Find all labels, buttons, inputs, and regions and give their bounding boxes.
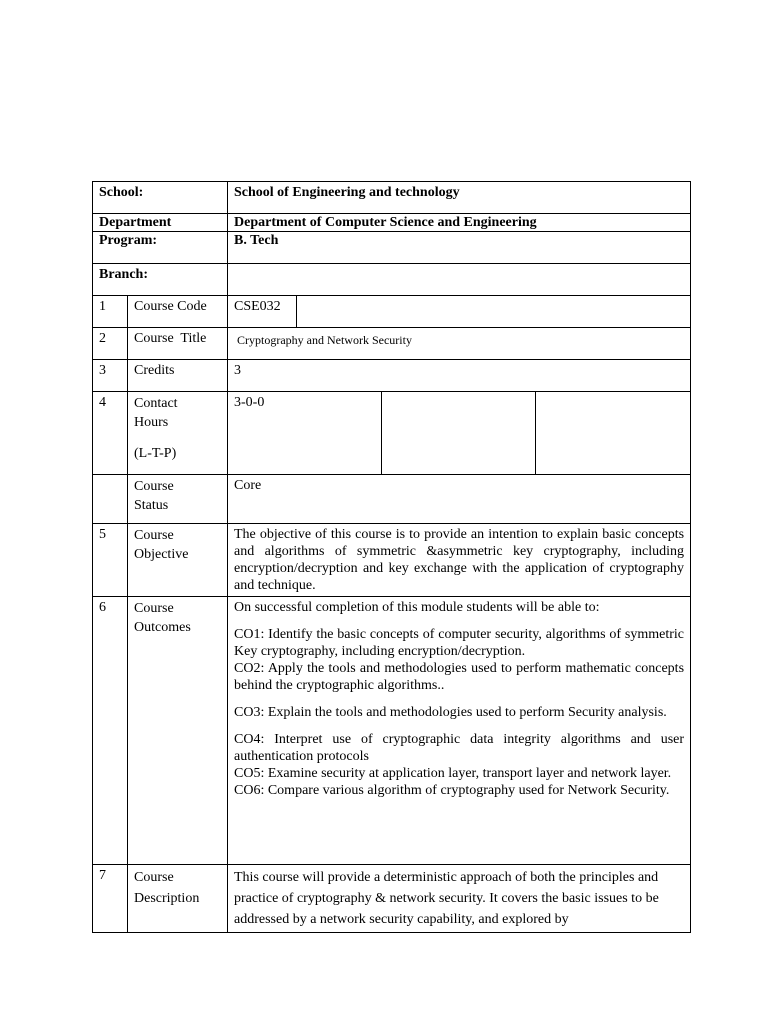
credits-row [93, 360, 691, 392]
course-status-label [128, 475, 228, 524]
course-status-value: Core [228, 475, 691, 524]
contact-hours-label-line1: Contact [134, 396, 178, 411]
outcome-co4: CO4: Interpret use of cryptographic data integrity algorithms and user authentication protocols [234, 732, 685, 764]
contact-hours-empty-1 [382, 392, 536, 475]
department-row [93, 214, 691, 232]
course-description-label-line1: Course [134, 870, 174, 885]
program-label: Program: [93, 232, 228, 264]
row-number: 1 [93, 296, 128, 328]
department-label: Department [93, 214, 228, 232]
course-objective-label [128, 524, 228, 597]
course-status-row [93, 475, 691, 524]
course-objective-label-line2: Objective [134, 547, 189, 562]
outcome-co3: CO3: Explain the tools and methodologies used to perform Security analysis. [234, 705, 667, 720]
course-title-row [93, 328, 691, 360]
branch-value [228, 264, 691, 296]
contact-hours-row [93, 392, 691, 475]
contact-hours-value: 3-0-0 [228, 392, 382, 475]
outcome-co2: CO2: Apply the tools and methodologies used to perform mathematic concepts behind the cryptographic algorithms.. [234, 661, 685, 693]
row-number: 5 [93, 524, 128, 597]
outcome-co5: CO5: Examine security at application layer, transport layer and network layer. [234, 766, 672, 781]
course-outcomes-label-line1: Course [134, 601, 174, 616]
course-title-label: Course Title [128, 328, 228, 360]
department-value: Department of Computer Science and Engineering [228, 214, 691, 232]
course-outcomes-label [128, 597, 228, 865]
credits-value: 3 [228, 360, 691, 392]
credits-label: Credits [128, 360, 228, 392]
course-title-value: Cryptography and Network Security [228, 328, 691, 360]
school-value: School of Engineering and technology [228, 182, 691, 214]
row-number: 6 [93, 597, 128, 865]
program-value: B. Tech [228, 232, 691, 264]
school-row [93, 182, 691, 214]
course-objective-label-line1: Course [134, 528, 174, 543]
course-code-row [93, 296, 691, 328]
branch-label: Branch: [93, 264, 228, 296]
row-number: 3 [93, 360, 128, 392]
row-number: 7 [93, 865, 128, 933]
row-number: 2 [93, 328, 128, 360]
row-number [93, 475, 128, 524]
outcomes-intro: On successful completion of this module students will be able to: [234, 600, 600, 615]
contact-hours-label-line2: Hours [134, 415, 169, 430]
course-outcomes-value [228, 597, 691, 865]
course-objective-row [93, 524, 691, 597]
course-status-label-line1: Course [134, 479, 174, 494]
course-code-label: Course Code [128, 296, 228, 328]
branch-row [93, 264, 691, 296]
contact-hours-label-line3: (L-T-P) [134, 446, 177, 461]
course-status-label-line2: Status [134, 498, 169, 513]
course-outcomes-row [93, 597, 691, 865]
course-code-value: CSE032 [228, 296, 297, 328]
course-code-empty [297, 296, 691, 328]
outcome-co1: CO1: Identify the basic concepts of computer security, algorithms of symmetric Key cryptography, including encryption/decryption. [234, 627, 685, 659]
contact-hours-empty-2 [536, 392, 691, 475]
course-outcomes-label-line2: Outcomes [134, 620, 191, 635]
course-description-label-line2: Description [134, 891, 200, 906]
program-row [93, 232, 691, 264]
course-objective-value: The objective of this course is to provide an intention to explain basic concepts and algorithms of symmetric &asymmetric key cryptography, including encryption/decryption and key exchange with the application of cryptography and technique. [228, 524, 691, 597]
syllabus-table [92, 181, 691, 933]
contact-hours-label [128, 392, 228, 475]
course-description-row [93, 865, 691, 933]
school-label: School: [93, 182, 228, 214]
course-description-label [128, 865, 228, 933]
outcome-co6: CO6: Compare various algorithm of cryptography used for Network Security. [234, 783, 670, 798]
row-number: 4 [93, 392, 128, 475]
course-description-value: This course will provide a deterministic approach of both the principles and practice of cryptography & network security. It covers the basic issues to be addressed by a network security capability, and explored by [228, 865, 691, 933]
